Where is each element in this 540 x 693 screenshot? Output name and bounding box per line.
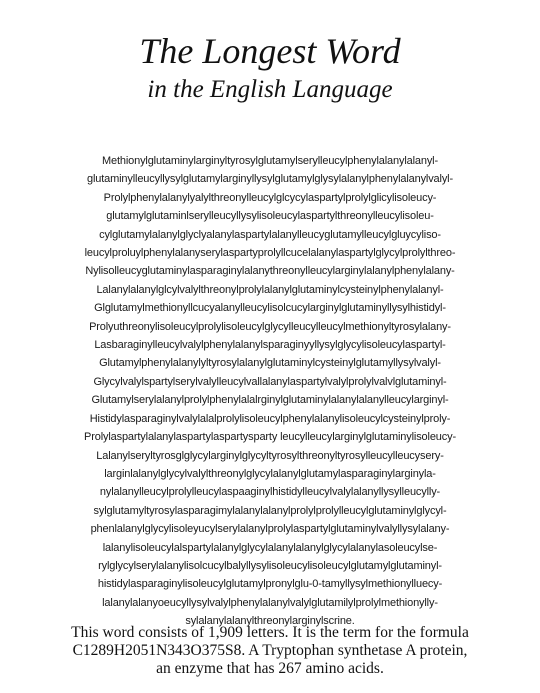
word-line: glutamylglutaminlserylleucyllysylisoleucylaspartylthreonylleucylisoleu- bbox=[106, 210, 434, 223]
word-line: lalanylisoleucylalspartylalanylglycylalanylalanylglycylalanylasoleucylse- bbox=[102, 541, 438, 554]
word-line: glutaminylleucyllysylglutamylarginyllysylglutamylglysylalanylphenylalanylvalyl- bbox=[87, 173, 453, 186]
page-title: The Longest Word bbox=[139, 31, 401, 71]
longest-word-block bbox=[30, 152, 510, 631]
word-line: sylalanylalanylthreonylarginylscrine. bbox=[185, 615, 355, 628]
caption-line: an enzyme that has 267 amino acids. bbox=[156, 660, 384, 677]
word-line: Glglutamylmethionyllcucyalanylleucylisolcucylarginylglutaminyllysylhistidyl- bbox=[94, 302, 446, 315]
caption-line: This word consists of 1,909 letters. It is the term for the formula bbox=[71, 624, 469, 641]
word-line: Lalanylseryltyrosglglycylarginylglycyltyrosylthreonyltyrosylleucylleucysery- bbox=[96, 449, 444, 462]
word-line: Prolylaspartylalanylaspartylaspartysparty leucylleucylarginylglutaminylisoleucy- bbox=[84, 431, 456, 444]
word-line: Lalanylalanylglcylvalylthreonylprolylalanylglutaminylcysteinylphenylalanyl- bbox=[96, 283, 444, 296]
word-line: Nylisolleucyglutaminylasparaginylalanythreonylleucylarginylalanylphenylalany- bbox=[85, 265, 455, 278]
word-line: sylglutamyltyrosylasparagimylalanylalanylprolylprolylleucylglutaminylglycyl- bbox=[93, 504, 447, 517]
word-line: Prolyuthreonylisoleucylprolylisoleucylglycylleucylleucylmethionyltyrosylalany- bbox=[89, 320, 451, 333]
word-line: lalanylalanyoeucyllysylvalylphenylalanylvalylglutamilylprolylmethionylly- bbox=[102, 596, 438, 609]
caption-paragraph bbox=[0, 624, 540, 678]
word-line: Lasbaraginylleucylvalylphenylalanylsparaginyyllysylglycylisoleucylaspartyl- bbox=[94, 339, 446, 352]
word-line: phenlalanylglycylisoleyucylserylalanylprolylaspartylglutaminylvalyllysylalany- bbox=[90, 523, 450, 536]
word-line: Glutamylphenylalanylyltyrosylalanylglutaminylcysteinylglutamyllysylvalyl- bbox=[99, 357, 441, 370]
word-line: histidylasparaginylisoleucylglutamylpronylglu-0-tamyllysylmethionylluecy- bbox=[97, 578, 443, 591]
word-line: nylalanylleucylprolylleucylaspaaginylhistidylleucylvalylalanyllysylleucylly- bbox=[99, 486, 441, 499]
word-line: Glycylvalylspartylserylvalylleucylvallalanylaspartylvalylprolylvalvlglutaminyl- bbox=[93, 375, 447, 388]
word-line: Glutamylserylalanylprolylphenylalalrginylglutaminylalanylalanylleucylarginyl- bbox=[91, 394, 449, 407]
word-line: Histidylasparaginylvalylalalprolylisoleucylphenylalanylisoleucylcysteinylproly- bbox=[89, 412, 451, 425]
word-line: leucylproluylphenylalanyserylaspartyprolyllcucelalanylaspartylglycylprolylthreo- bbox=[84, 247, 456, 260]
word-line: larginlalanylglycylvalylthreonylglycylalanylglutamylasparaginylarginyla- bbox=[104, 467, 436, 480]
word-line: Prolylphenylalanylyalylthreonylleucylglcycylaspartylprolylglicylisoleucy- bbox=[103, 191, 437, 204]
word-line: cylglutamylalanylglyclyalanylaspartylalanylleucyglutamylleucylgluycyliso- bbox=[99, 228, 441, 241]
page-subtitle: in the English Language bbox=[147, 76, 393, 103]
caption-line: C1289H2051N343O375S8. A Tryptophan synthetase A protein, bbox=[72, 642, 468, 659]
word-line: rylglycylserylalanylisolcucylbalyllysylisoleucylisoleucylglutamylglutaminyl- bbox=[98, 559, 442, 572]
word-line: Methionylglutaminylarginyltyrosylglutamylserylleucylphenylalanylalanyl- bbox=[101, 155, 438, 167]
